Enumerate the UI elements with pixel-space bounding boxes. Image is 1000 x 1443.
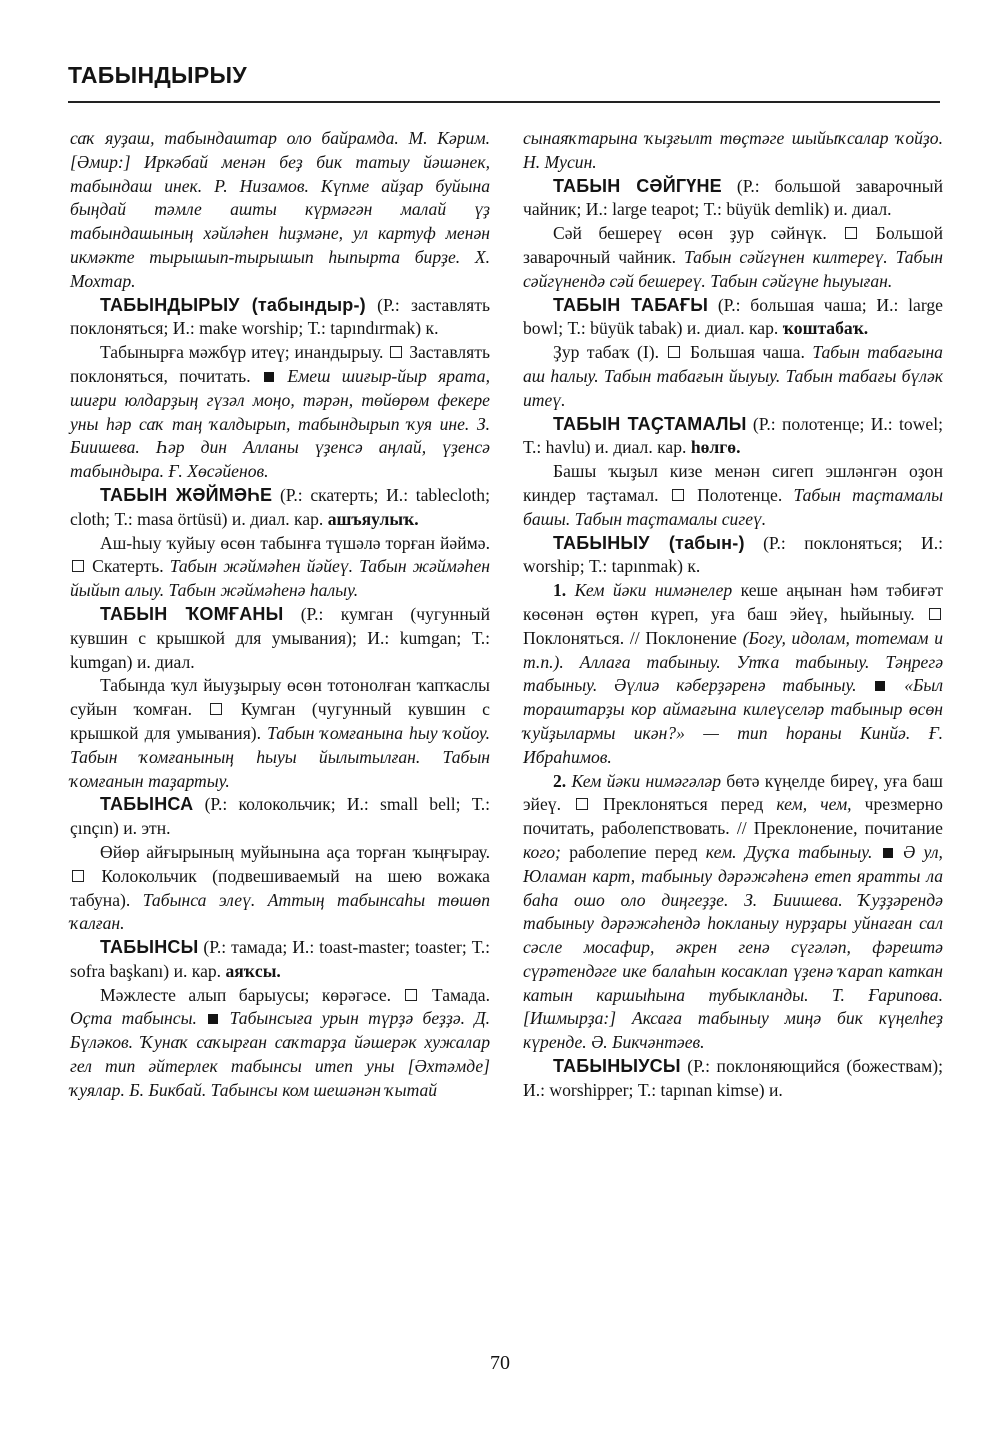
meaning: Табынырға мәжбүр итеү; инандырыу. xyxy=(100,342,384,363)
citation: Табын таҫтамалы башы. Табын таҫтамалы сигеү. xyxy=(523,484,943,529)
citation: Ә ул, Юламан карт, табыныу дәрәжәһенә етеп яратты ла баһа ошо оло диңгеҙҙе. З. Биишева. Ҡуҙҙәрендә табыныу дәрәжәһендә һокланыу нурҙары уйнаған сал сәсле мосафир, әкрен генә сүгәләп, фәрештә сүрәтендәге ике балаһын косаклап үҙенә ҡарап каткан катын каршыһына тубыкланды. Т. Ғарипова. [Ишмырҙа:] Аксаға табыныу миңә бик күңелһеҙ күренде. Ә. Бикчәнтәев. xyxy=(523,841,943,1053)
russian-gloss: Колокольчик (подвешиваемый на шею вожака табуна). xyxy=(70,865,490,910)
entry-tabynsy xyxy=(70,936,490,984)
continued-entry: саҡ яуҙаш, табындаштар оло байрамда. М. Кәрим. [Әмир:] Иркәбай менән беҙ бик татыу йәшәнек, табындаш инек. Р. Низамов. Күпме айҙар буйына быңдай тәмле ашты күрмәгән малай үҙ табындашының хәйләһен һиҙмәне, ул картуф менән икмәкте тырышып-тырышып һыпырта бирҙе. Х. Мохтар. xyxy=(70,128,490,291)
meaning: Сәй бешереү өсөн ҙур сәйнүк. xyxy=(553,223,827,244)
entry-tabyndyryu xyxy=(70,294,490,342)
russian-gloss-note: (Богу, идолам, тотемам и т.п.). xyxy=(523,627,944,672)
headword: ТАБЫН ТАБАҒЫ xyxy=(553,294,709,315)
cross-reference: ҡоштабаҡ. xyxy=(782,318,869,339)
square-icon xyxy=(668,346,680,358)
square-icon xyxy=(72,560,84,572)
right-column xyxy=(523,127,943,1103)
russian-gloss: Поклоняться. // Поклонение xyxy=(523,627,737,648)
sense-2 xyxy=(523,770,943,1056)
entry-tabagy xyxy=(523,294,943,342)
definition: (Р.: кумган (чугунный кувшин с крышкой для умывания); И.: kumgan; Т.: kumgan) и. диал. xyxy=(70,603,490,672)
definition: (Р.: заставлять поклоняться; И.: make worship; Т.: tapındırmak) к. xyxy=(70,294,490,339)
russian-gloss-note: кого; xyxy=(523,841,561,862)
entry-zhaymahy xyxy=(70,484,490,532)
citation: Табын сәйгүнен килтереү. Табын сәйгүнендә сәй бешереү. Табын сәйгүне һыуыған. xyxy=(523,246,944,291)
sense-number: 2. xyxy=(553,770,567,791)
left-column xyxy=(70,127,490,1103)
square-icon xyxy=(405,989,417,1001)
headword: ТАБЫН СӘЙГҮНЕ xyxy=(553,175,722,196)
definition: (Р.: тамада; И.: toast-master; toaster; Т.: sofra başkanı) и. кар. xyxy=(70,937,490,981)
russian-gloss: Преклоняться перед xyxy=(603,794,764,815)
headword: ТАБЫНЫУСЫ xyxy=(553,1056,681,1077)
square-icon xyxy=(576,798,588,810)
entry-tabynsa xyxy=(70,793,490,841)
russian-gloss: Скатерть. xyxy=(92,556,164,577)
definition: (Р.: поклоняться; И.: worship; Т.: tapınmak) к. xyxy=(523,532,943,577)
citation: Табын табағына аш һалыу. Табын табағын йыуыу. Табын табағы бүләк итеү. xyxy=(523,342,943,410)
entry-body xyxy=(70,532,490,603)
definition: (Р.: поклоняющийся (божествам); И.: worshipper; Т.: tapınan kimse) и. xyxy=(523,1056,943,1100)
citation: Аллаға табыныу. Утҡа табыныу. Тәңрегә табыныу. Әүлиә кәберҙәренә табыныу. xyxy=(523,651,943,696)
square-icon xyxy=(72,870,84,882)
meaning: Табында ҡул йыуҙырыу өсөн тотонолған ҡапҡаслы суйын ҡомған. xyxy=(70,675,490,720)
russian-gloss: Тамада. xyxy=(431,984,490,1005)
russian-gloss-note: кем. xyxy=(705,841,737,862)
russian-gloss: Полотенце. xyxy=(697,484,783,505)
running-head: ТАБЫНДЫРЫУ xyxy=(68,62,247,88)
filled-square-icon xyxy=(875,681,885,691)
citation: «Был тораштарҙы кор аймағына килеүселәр табыныр өсөн ҡуйҙылармы икән?» — тип һораны Кинйә. Ғ. Ибраһимов. xyxy=(523,675,944,767)
meaning: бөтә күңелде бирeү, уға баш эйеү. xyxy=(523,770,943,815)
headword: ТАБЫНСА xyxy=(100,794,194,815)
entry-saygune xyxy=(523,175,943,223)
definition: (Р.: большой заварочный чайник; И.: large teapot; Т.: büyük demlik) и. диал. xyxy=(523,175,943,220)
valency: Кем йәки нимәнелер xyxy=(574,580,733,601)
headword: ТАБЫН ҠОМҒАНЫ xyxy=(100,603,284,624)
cross-reference: аяҡсы. xyxy=(225,960,281,981)
russian-gloss: раболепие перед xyxy=(569,841,698,862)
entry-body xyxy=(70,674,490,793)
russian-gloss-note: кем, чем, xyxy=(776,794,852,815)
citation: Емеш шиғыр-йыр ярата, шиғри юлдарҙың гүзәл моңо, тәрән, төйөрөм фекере уны һәр саҡ таң ҡалдырып, табындырып ҡуя ине. З. Биишева. Һәр дин Алланы үҙенсә аңлай, үҙенсә табындыра. Ғ. Хөсәйенов. xyxy=(70,365,490,482)
square-icon xyxy=(672,489,684,501)
entry-body xyxy=(523,460,943,531)
cross-reference: һөлгө. xyxy=(690,437,741,458)
definition: (Р.: большая чаша; И.: large bowl; Т.: büyük tabak) и. диал. кар. xyxy=(523,294,943,339)
header-rule xyxy=(68,101,940,103)
entry-body xyxy=(70,341,490,484)
square-icon xyxy=(929,608,941,620)
citation: Оҫта табынсы. xyxy=(70,1008,197,1029)
entry-body xyxy=(70,984,490,1103)
entry-body xyxy=(523,222,943,293)
sense-number: 1. xyxy=(553,580,567,601)
citation: Дуҫҡа табыныу. xyxy=(744,841,873,862)
entry-body xyxy=(70,841,490,936)
definition: (Р.: полотенце; И.: towel; Т.: havlu) и. диал. кар. xyxy=(523,413,944,458)
filled-square-icon xyxy=(208,1014,218,1024)
sense-1 xyxy=(523,579,943,769)
entry-tabynyusy xyxy=(523,1055,943,1103)
square-icon xyxy=(210,703,222,715)
entry-body xyxy=(523,341,943,412)
entry-tastamaly xyxy=(523,413,943,461)
russian-gloss: Большая чаша. xyxy=(690,342,805,363)
square-icon xyxy=(390,346,402,358)
meaning: Өйөр айғырының муйынына аҫа торған ҡыңғырау. xyxy=(100,841,490,862)
russian-gloss: Заставлять поклоняться, почитать. xyxy=(70,342,490,386)
meaning: кеше аңынан һәм тәбиғәт көсөнән өҫтөн күреп, уға баш эйеү, һыйыныу. xyxy=(523,580,943,624)
meaning: Башы ҡыҙыл кизе менән сигеп эшләнгән оҙон киндер таҫтамал. xyxy=(523,461,943,505)
filled-square-icon xyxy=(264,372,274,382)
definition: (Р.: колокольчик; И.: small bell; Т.: çınçın) и. этн. xyxy=(70,794,490,839)
citation: Табынсыға урын түрҙә беҙҙә. Д. Бүләков. Ҡунаҡ саҡырған саҡтарҙа йәшерәк хужалар гел тип әйтерлек табынсы итеп уны [Әхтәмде] ҡуялар. Б. Бикбай. Табынсы ком шешәнән ҡытай xyxy=(70,1008,491,1100)
russian-gloss: Большой заварочный чайник. xyxy=(523,223,943,267)
meaning: Мәжлесте алып барыусы; көрәгәсе. xyxy=(100,984,392,1005)
page-number: 70 xyxy=(490,1352,510,1374)
definition: (Р.: скатерть; И.: tablecloth; cloth; Т.: masa örtüsü) и. диал. кар. xyxy=(70,484,490,529)
valency: Кем йәки нимәгәләр xyxy=(571,770,721,791)
citation: Табынса элеү. Аттың табынсаһы төшөп ҡалған. xyxy=(70,889,490,934)
citation: Табын жәймәһен йәйеү. Табын жәймәһен йыйып алыу. Табын жәймәһенә һалыу. xyxy=(70,556,490,601)
continued-entry: сынаяҡтарына ҡыҙғылт төҫтәге шыйыҡсалар ҡойҙо. Н. Мусин. xyxy=(523,128,943,172)
headword: ТАБЫН ЖӘЙМӘҺЕ xyxy=(100,484,273,505)
meaning: Ҙур табаҡ (I). xyxy=(553,342,659,363)
russian-gloss: чрезмерно почитать, раболепствовать. // Преклонение, почитание xyxy=(523,794,943,839)
filled-square-icon xyxy=(883,848,893,858)
russian-gloss: Кумган (чугунный кувшин с крышкой для умывания). xyxy=(70,699,490,743)
headword: ТАБЫНСЫ xyxy=(100,937,199,958)
entry-tabynyu xyxy=(523,532,943,580)
square-icon xyxy=(845,227,857,239)
headword: ТАБЫН ТАҪТАМАЛЫ xyxy=(553,413,747,434)
meaning: Аш-һыу ҡуйыу өсөн табынға түшәлә торған йәймә. xyxy=(100,532,490,553)
citation: Табын ҡомғанына һыу ҡойоу. Табын ҡомғанының һыуы йылытылған. Табын ҡомғанын таҙартыу. xyxy=(70,722,490,791)
headword: ТАБЫНЫУ (табын-) xyxy=(553,532,745,553)
cross-reference: ашъяулыҡ. xyxy=(327,508,419,529)
headword: ТАБЫНДЫРЫУ (табындыр-) xyxy=(100,294,366,315)
entry-komgany xyxy=(70,603,490,674)
